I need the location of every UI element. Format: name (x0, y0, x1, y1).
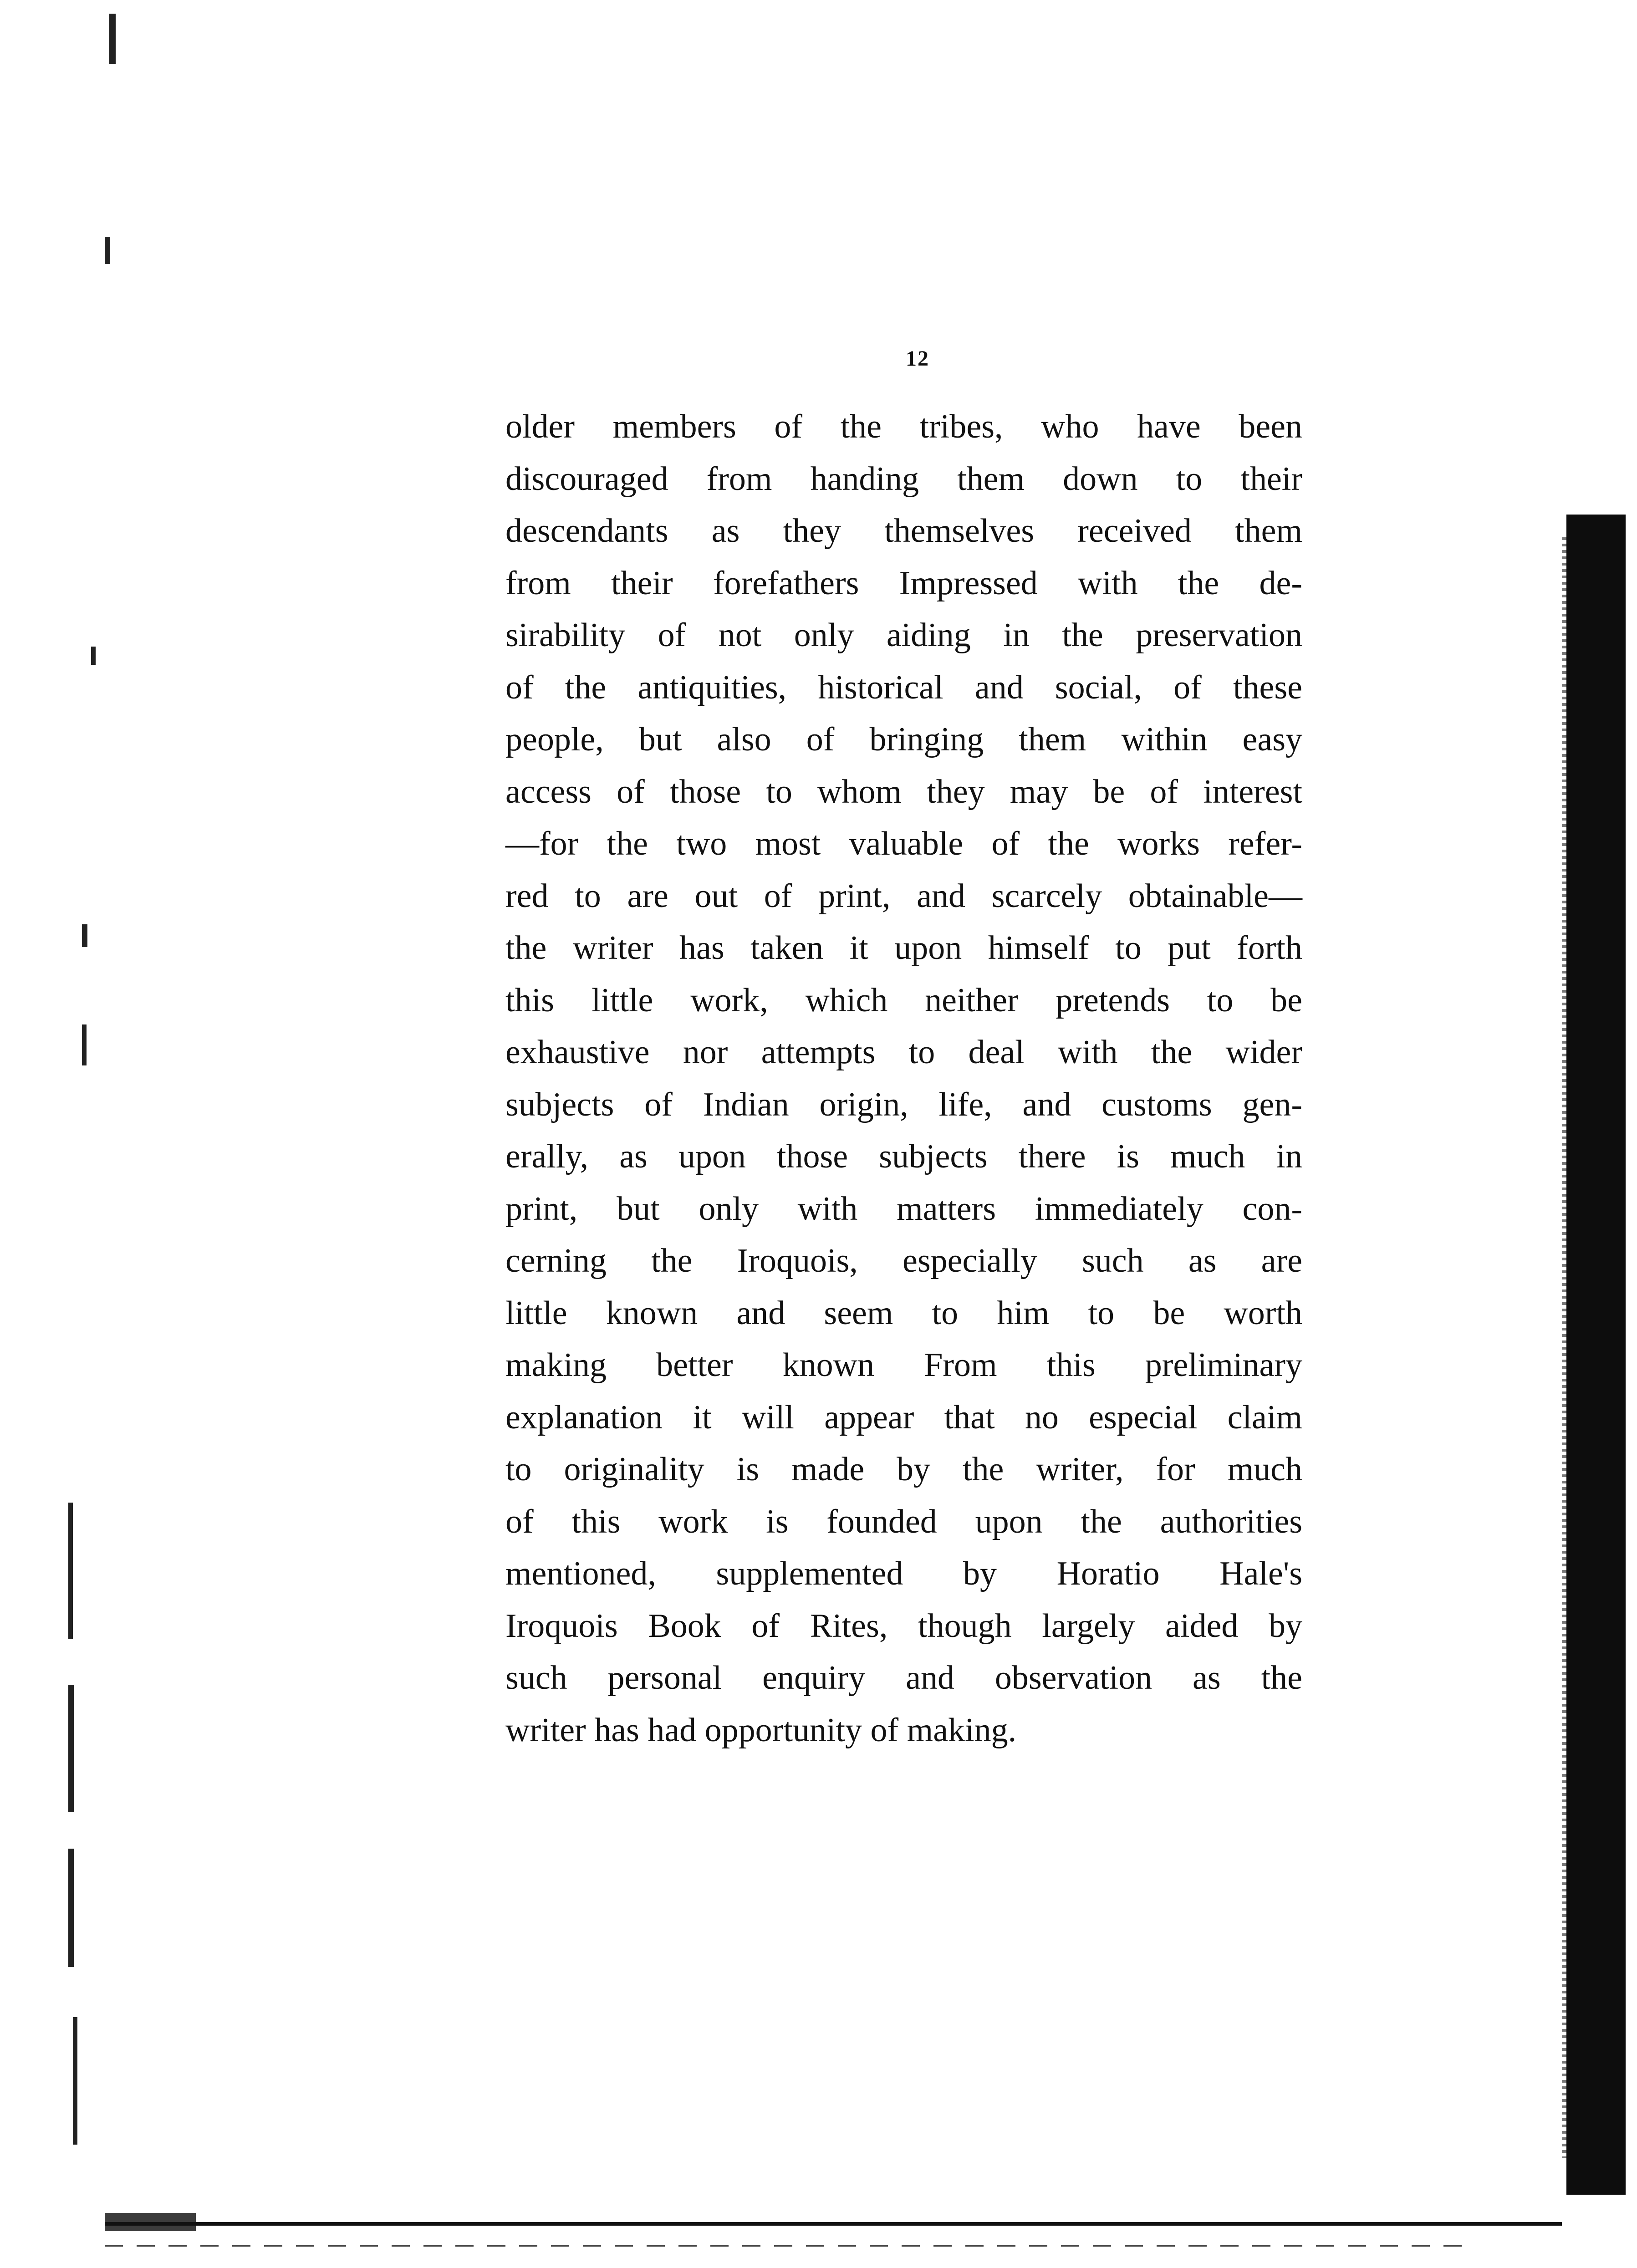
text-line: cerning the Iroquois, especially such as are (505, 1242, 1302, 1279)
scan-speck (68, 1685, 74, 1812)
text-line: access of those to whom they may be of interest (505, 773, 1302, 810)
text-line: older members of the tribes, who have been (505, 408, 1302, 445)
text-line: such personal enquiry and observation as the (505, 1659, 1302, 1697)
scan-speck (82, 924, 87, 947)
scan-speck (82, 1024, 87, 1065)
text-line: of the antiquities, historical and social, of these (505, 668, 1302, 706)
text-line: print, but only with matters immediately con- (505, 1190, 1302, 1228)
page-number: 12 (906, 347, 929, 371)
text-line: to originality is made by the writer, for much (505, 1451, 1302, 1488)
scan-speck (73, 2017, 77, 2145)
binding-edge (1566, 515, 1626, 2195)
text-line: Iroquois Book of Rites, though largely aided by (505, 1607, 1302, 1645)
text-line: of this work is founded upon the authorities (505, 1503, 1302, 1540)
text-line: red to are out of print, and scarcely obtainable— (505, 877, 1302, 915)
scan-speck (105, 237, 110, 264)
scan-speck (109, 14, 116, 64)
text-line: the writer has taken it upon himself to put forth (505, 929, 1302, 967)
text-line: making better known From this preliminary (505, 1346, 1302, 1384)
text-line: little known and seem to him to be worth (505, 1294, 1302, 1332)
text-line: sirability of not only aiding in the preservation (505, 617, 1302, 654)
text-line: —for the two most valuable of the works refer- (505, 825, 1302, 862)
scan-speck (68, 1503, 73, 1639)
text-line: mentioned, supplemented by Horatio Hale's (505, 1555, 1302, 1592)
bottom-rule (105, 2222, 1562, 2226)
text-line: discouraged from handing them down to their (505, 460, 1302, 498)
scan-speck (68, 1849, 74, 1967)
text-line: erally, as upon those subjects there is much in (505, 1138, 1302, 1175)
text-line: people, but also of bringing them within easy (505, 721, 1302, 758)
text-line: explanation it will appear that no especial claim (505, 1398, 1302, 1436)
body-text (505, 401, 1302, 1756)
text-line: writer has had opportunity of making. (505, 1711, 1017, 1749)
text-line: subjects of Indian origin, life, and customs gen- (505, 1086, 1302, 1123)
scan-speck (91, 647, 96, 665)
text-line: exhaustive nor attempts to deal with the wider (505, 1034, 1302, 1071)
text-line: descendants as they themselves received them (505, 512, 1302, 550)
text-line: this little work, which neither pretends to be (505, 981, 1302, 1019)
bottom-rule-dashes (105, 2245, 1471, 2247)
text-line: from their forefathers Impressed with the de- (505, 564, 1302, 602)
